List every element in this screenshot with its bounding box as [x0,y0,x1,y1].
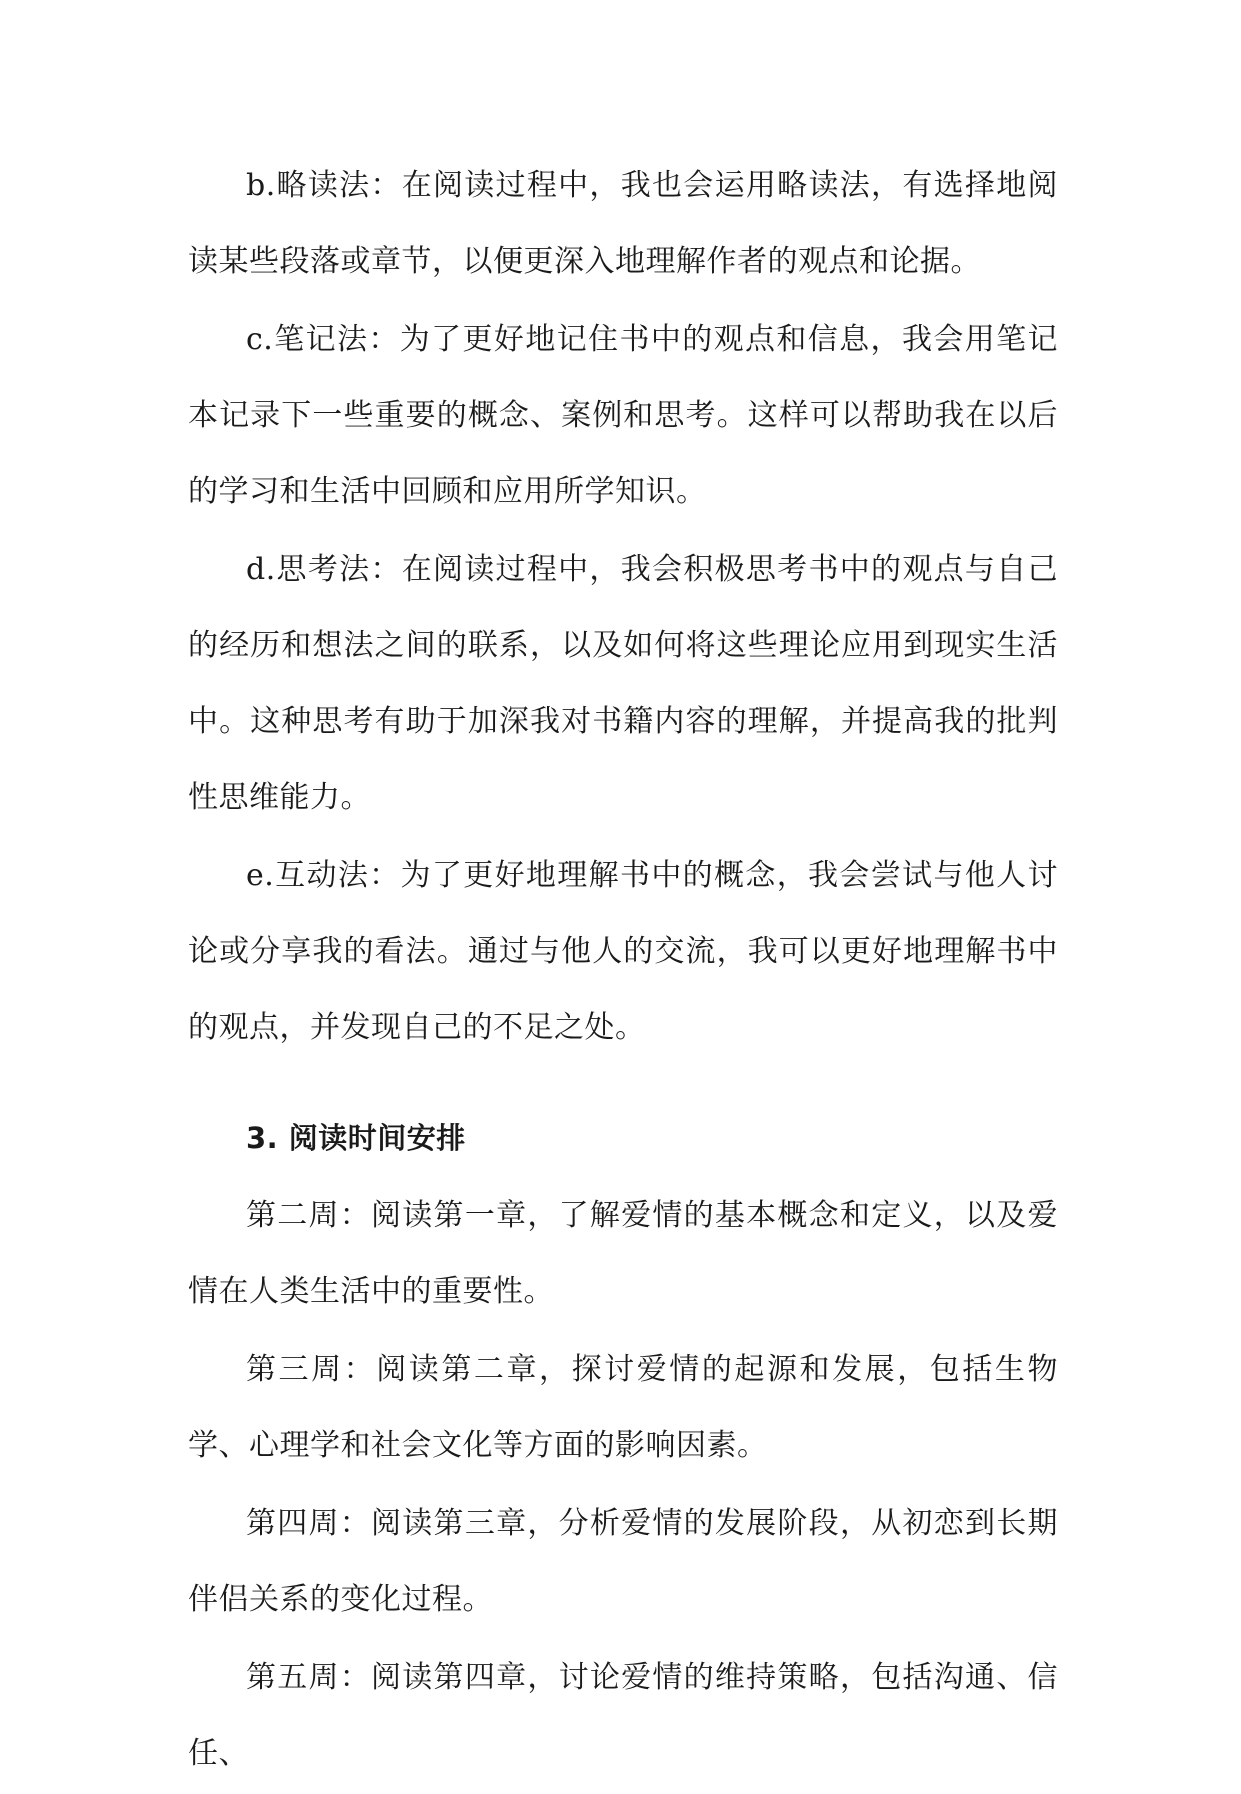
paragraph-thinking-method: d.思考法：在阅读过程中，我会积极思考书中的观点与自己的经历和想法之间的联系，以及如何将这些理论应用到现实生活中。这种思考有助于加深我对书籍内容的理解，并提高我的批判性思维能力。 [188,552,1058,815]
paragraph-note-method: c.笔记法：为了更好地记住书中的观点和信息，我会用笔记本记录下一些重要的概念、案例和思考。这样可以帮助我在以后的学习和生活中回顾和应用所学知识。 [188,322,1058,509]
section-heading-reading-schedule: 3. 阅读时间安排 [246,1121,466,1155]
paragraph-skimming-method: b.略读法：在阅读过程中，我也会运用略读法，有选择地阅读某些段落或章节，以便更深入地理解作者的观点和论据。 [188,168,1058,279]
document-page [188,148,1058,1794]
paragraph-week-4: 第四周：阅读第三章，分析爱情的发展阶段，从初恋到长期伴侣关系的变化过程。 [188,1506,1058,1617]
paragraph-week-5: 第五周：阅读第四章，讨论爱情的维持策略，包括沟通、信任、 [188,1660,1058,1771]
paragraph-interaction-method: e.互动法：为了更好地理解书中的概念，我会尝试与他人讨论或分享我的看法。通过与他人的交流，我可以更好地理解书中的观点，并发现自己的不足之处。 [188,858,1058,1045]
paragraph-week-2: 第二周：阅读第一章，了解爱情的基本概念和定义，以及爱情在人类生活中的重要性。 [188,1198,1058,1309]
paragraph-week-3: 第三周：阅读第二章，探讨爱情的起源和发展，包括生物学、心理学和社会文化等方面的影响因素。 [188,1352,1058,1463]
